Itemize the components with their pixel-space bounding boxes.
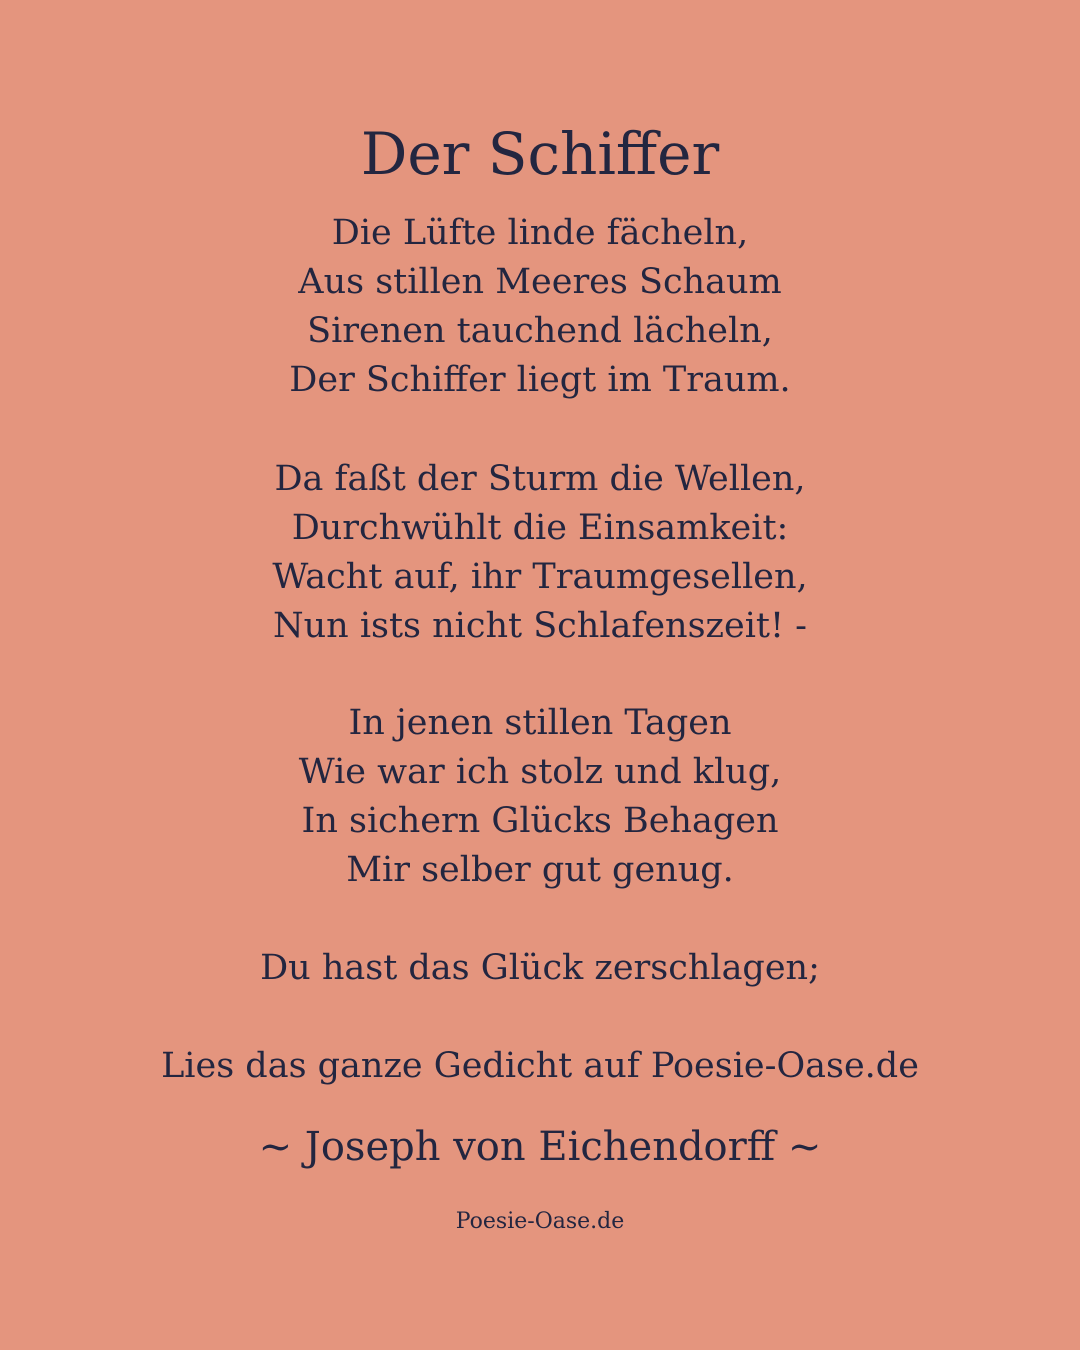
verse-line: Wacht auf, ihr Traumgesellen, <box>272 557 808 597</box>
stanza-1 <box>0 209 1080 405</box>
verse-line: Wie war ich stolz und klug, <box>298 752 782 792</box>
verse-line: Nun ists nicht Schlafenszeit! - <box>273 606 807 646</box>
verse-line: Mir selber gut genug. <box>346 850 734 890</box>
verse-line: Da faßt der Sturm die Wellen, <box>274 459 806 499</box>
verse-line: Du hast das Glück zerschlagen; <box>260 948 820 988</box>
verse-line: Der Schiffer liegt im Traum. <box>289 360 791 400</box>
verse-line: Durchwühlt die Einsamkeit: <box>291 508 789 548</box>
stanza-4 <box>0 944 1080 993</box>
read-full-poem-text: Lies das ganze Gedicht auf Poesie-Oase.de <box>161 1046 919 1086</box>
verse-line: In sichern Glücks Behagen <box>301 801 779 841</box>
poem-title: Der Schiffer <box>360 120 720 188</box>
verse-line: In jenen stillen Tagen <box>348 703 732 743</box>
site-watermark: Poesie-Oase.de <box>455 1209 625 1234</box>
verse-line: Die Lüfte linde fächeln, <box>331 213 749 253</box>
stanza-3 <box>0 699 1080 895</box>
author-name: ~ Joseph von Eichendorff ~ <box>258 1124 822 1170</box>
stanza-2 <box>0 455 1080 651</box>
verse-line: Aus stillen Meeres Schaum <box>298 262 782 302</box>
verse-line: Sirenen tauchend lächeln, <box>307 311 773 351</box>
